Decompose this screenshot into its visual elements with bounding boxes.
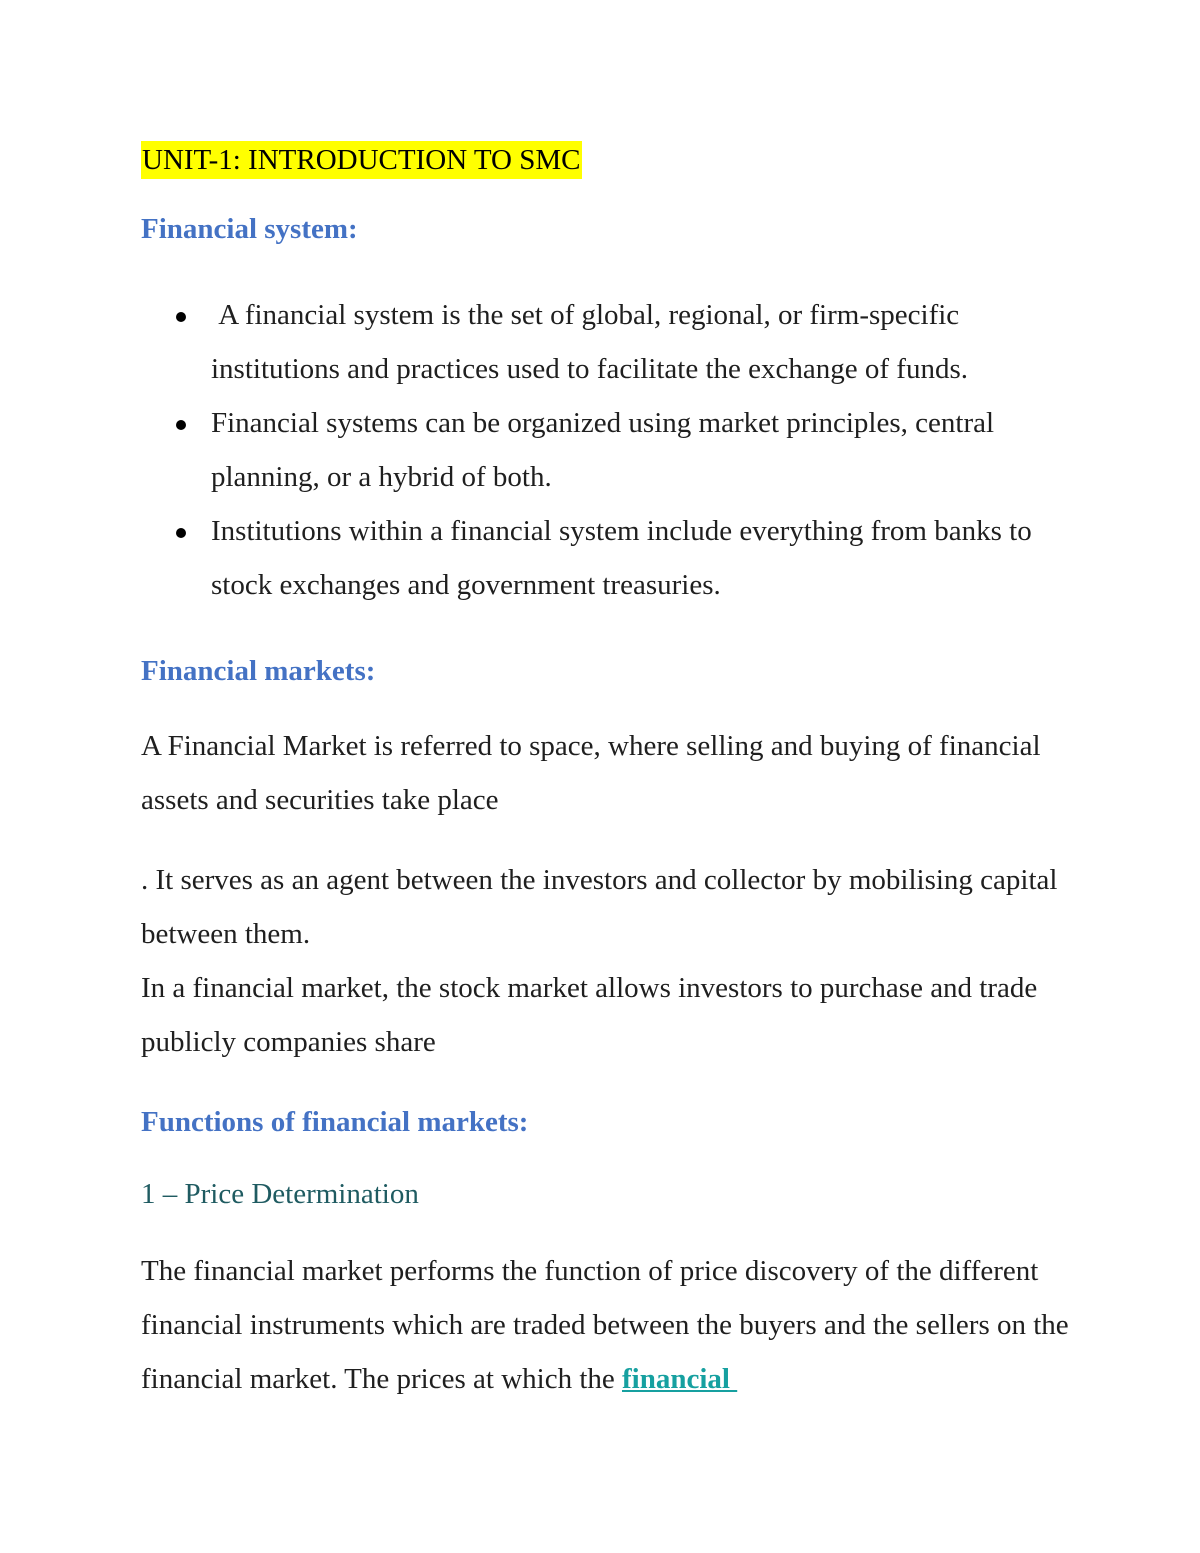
- list-item-text: Financial systems can be organized using market principles, central planning, or a hybrid of both.: [211, 407, 995, 493]
- bullet-icon: [176, 420, 186, 430]
- list-item: [141, 504, 1071, 612]
- financial-markets-paragraph-3: In a financial market, the stock market allows investors to purchase and trade publicly companies share: [141, 972, 1038, 1058]
- price-determination-subheading: 1 – Price Determination: [141, 1178, 419, 1210]
- bullet-icon: [176, 528, 186, 538]
- price-determination-paragraph: [141, 1244, 1076, 1406]
- list-item-text: Institutions within a financial system include everything from banks to stock exchanges and government treasuries.: [211, 515, 1032, 601]
- paragraph-text: The financial market performs the function of price discovery of the different financial instruments which are traded between the buyers and the sellers on the financial market. The prices at which the: [141, 1255, 1076, 1395]
- bullet-icon: [176, 312, 186, 322]
- financial-system-list: [141, 288, 1071, 612]
- financial-markets-heading: Financial markets:: [141, 655, 376, 687]
- functions-heading: Functions of financial markets:: [141, 1106, 529, 1138]
- document-content: [141, 141, 1076, 1406]
- financial-markets-paragraph-1: A Financial Market is referred to space, where selling and buying of financial assets and securities take place: [141, 730, 1041, 816]
- list-item: [141, 396, 1071, 504]
- list-item: [141, 288, 1071, 396]
- financial-markets-paragraph-2: . It serves as an agent between the investors and collector by mobilising capital between them.: [141, 864, 1058, 950]
- list-item-text: A financial system is the set of global, regional, or firm-specific institutions and practices used to facilitate the exchange of funds.: [211, 299, 968, 385]
- financial-link[interactable]: financial: [622, 1363, 738, 1395]
- financial-system-heading: Financial system:: [141, 213, 358, 245]
- unit-title: UNIT-1: INTRODUCTION TO SMC: [141, 141, 582, 179]
